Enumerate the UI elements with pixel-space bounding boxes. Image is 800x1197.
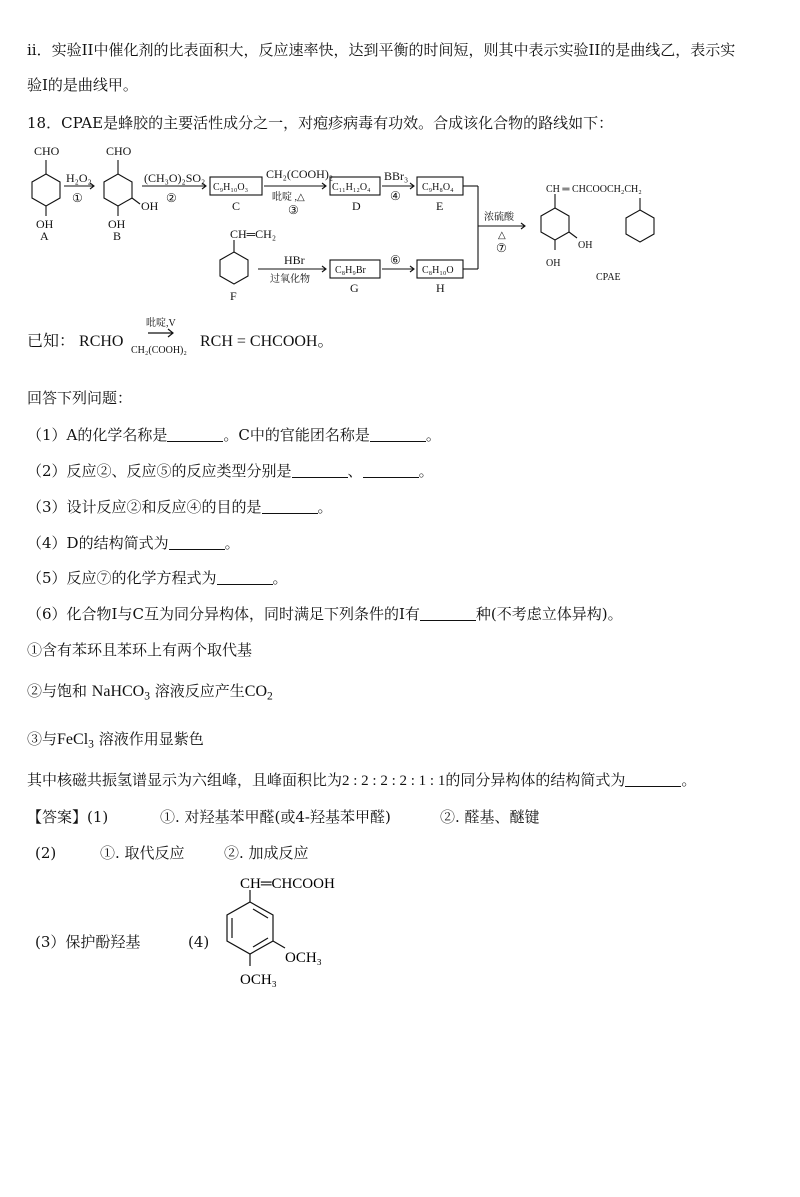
known-lhs: RCHO [79,333,124,350]
b-cho: CHO [106,144,132,158]
nmr-line: 其中核磁共振氢谱显示为六组峰，且峰面积比为2 : 2 : 2 : 2 : 1 : 1的同分异构体的结构简式为 。 [27,771,697,789]
subq-6: （6）化合物I与C互为同分异构体，同时满足下列条件的I有 种(不考虑立体异构)。 [27,605,623,623]
blank-1b[interactable] [370,427,426,442]
question-stem [27,113,613,133]
answer-header: 【答案】(1) [27,808,109,826]
blank-3[interactable] [262,499,318,514]
answer-4-och3-bottom: OCH₃ [240,972,277,988]
bbr3: BBr₃ [384,169,409,183]
heat: △ [498,230,506,241]
b-oh-side: OH [141,199,159,213]
step-6: ⑥ [390,253,401,267]
formula-c: C₉H₁₀O₃ [213,182,249,193]
right-arrow-icon [147,326,175,340]
letter-a: A [40,229,49,243]
blank-4[interactable] [169,535,225,550]
pyridine: 吡啶 ,△ [272,192,305,203]
letter-b: B [113,229,122,243]
subq-4: （4）D的结构简式为 。 [27,534,240,552]
known-arrow [147,325,175,339]
blank-6[interactable] [420,606,476,621]
conc-acid: 浓硫酸 [484,212,514,223]
f-vinyl: CH═CH₂ [230,227,277,241]
ring-cpae [541,208,569,240]
answer-4-num: (4) [188,933,210,951]
answer-4-och3-side: OCH₃ [285,950,322,966]
h2o2: H₂O₂ [66,171,92,185]
answer-1-1: ①. 对羟基苯甲醛(或4-羟基苯甲醛) [160,808,391,826]
formula-h: C₈H₁₀O [422,265,454,276]
a-cho: CHO [34,144,60,158]
answer-2-num: (2) [35,844,57,862]
blank-2a[interactable] [292,463,348,478]
known-cond-bottom: CH₂(COOH)₂ [131,345,187,356]
cpae-label: CPAE [596,272,621,283]
question-number: 18． [27,114,62,132]
condition-3: ③与FeCl$_3$ 溶液作用显紫色 [27,730,204,751]
blank-1a[interactable] [167,427,223,442]
step-4: ④ [390,189,401,203]
blank-nmr[interactable] [625,772,681,787]
intro-line-1: ii．实验II中催化剂的比表面积大，反应速率快，达到平衡的时间短，则其中表示实验II的是曲线乙，表示实 [27,41,736,59]
peroxide: 过氧化物 [270,274,310,285]
known-end: 。 [317,333,334,350]
formula-d: C₁₁H₁₂O₄ [332,182,371,193]
letter-d: D [352,199,361,213]
letter-e: E [436,199,444,213]
blank-2b[interactable] [363,463,419,478]
step-7: ⑦ [496,241,507,255]
cpae-chain: CH ═ CHCOOCH₂CH₂ [546,184,642,195]
answer-1-2: ②. 醛基、醚键 [440,808,540,826]
question-text: CPAE是蜂胶的主要活性成分之一，对疱疹病毒有功效。合成该化合物的路线如下： [61,114,614,132]
subq-3: （3）设计反应②和反应④的目的是 。 [27,498,333,516]
formula-e: C₉H₈O₄ [422,182,454,193]
step-1: ① [72,191,83,205]
answer-4-chain: CH═CHCOOH [240,876,335,892]
blank-5[interactable] [217,570,273,585]
answer-4-structure [215,870,405,1010]
answer-2-1: ①. 取代反应 [100,844,185,862]
letter-h: H [436,281,445,295]
me2so4: (CH₃O)₂SO₂ [144,171,206,185]
ring-benzyl [626,210,654,242]
step-2: ② [166,191,177,205]
step-3: ③ [288,203,299,217]
subq-5: （5）反应⑦的化学方程式为 。 [27,569,288,587]
answer-2-2: ②. 加成反应 [224,844,309,862]
cpae-oh: OH [546,258,561,269]
synthesis-route [0,140,800,320]
formula-g: C₈H₉Br [335,265,366,276]
known-prefix: 已知： [27,333,76,350]
ring-f [220,252,248,284]
letter-f: F [230,289,237,303]
known-cond-top: 吡啶,V [146,318,176,329]
malonic: CH₂(COOH)₂ [266,167,334,181]
subq-1: （1）A的化学名称是 。C中的官能团名称是 。 [27,426,441,444]
known-rhs [200,332,334,352]
condition-1: ①含有苯环且苯环上有两个取代基 [27,641,253,659]
subq-2: （2）反应②、反应⑤的反应类型分别是 、 。 [27,462,434,480]
answer-3: (3）保护酚羟基 [35,933,141,951]
b-oh: OH [108,217,126,231]
answer-intro: 回答下列问题： [27,389,133,407]
nmr-ratio: 2 : 2 : 2 : 2 : 1 : 1 [342,773,446,789]
cpae-oh-side: OH [578,240,593,251]
known-reaction [27,332,123,352]
a-oh: OH [36,217,54,231]
intro-line-2: 验I的是曲线甲。 [27,76,138,94]
known-rhs-text: RCH = CHCOOH [200,333,318,350]
letter-g: G [350,281,359,295]
ring-b [104,174,132,206]
letter-c: C [232,199,241,213]
hbr: HBr [284,253,305,267]
condition-2: ②与饱和 NaHCO$_3$ 溶液反应产生$CO_2$ [27,682,273,703]
ring-a [32,174,60,206]
ring-answer [227,902,273,954]
